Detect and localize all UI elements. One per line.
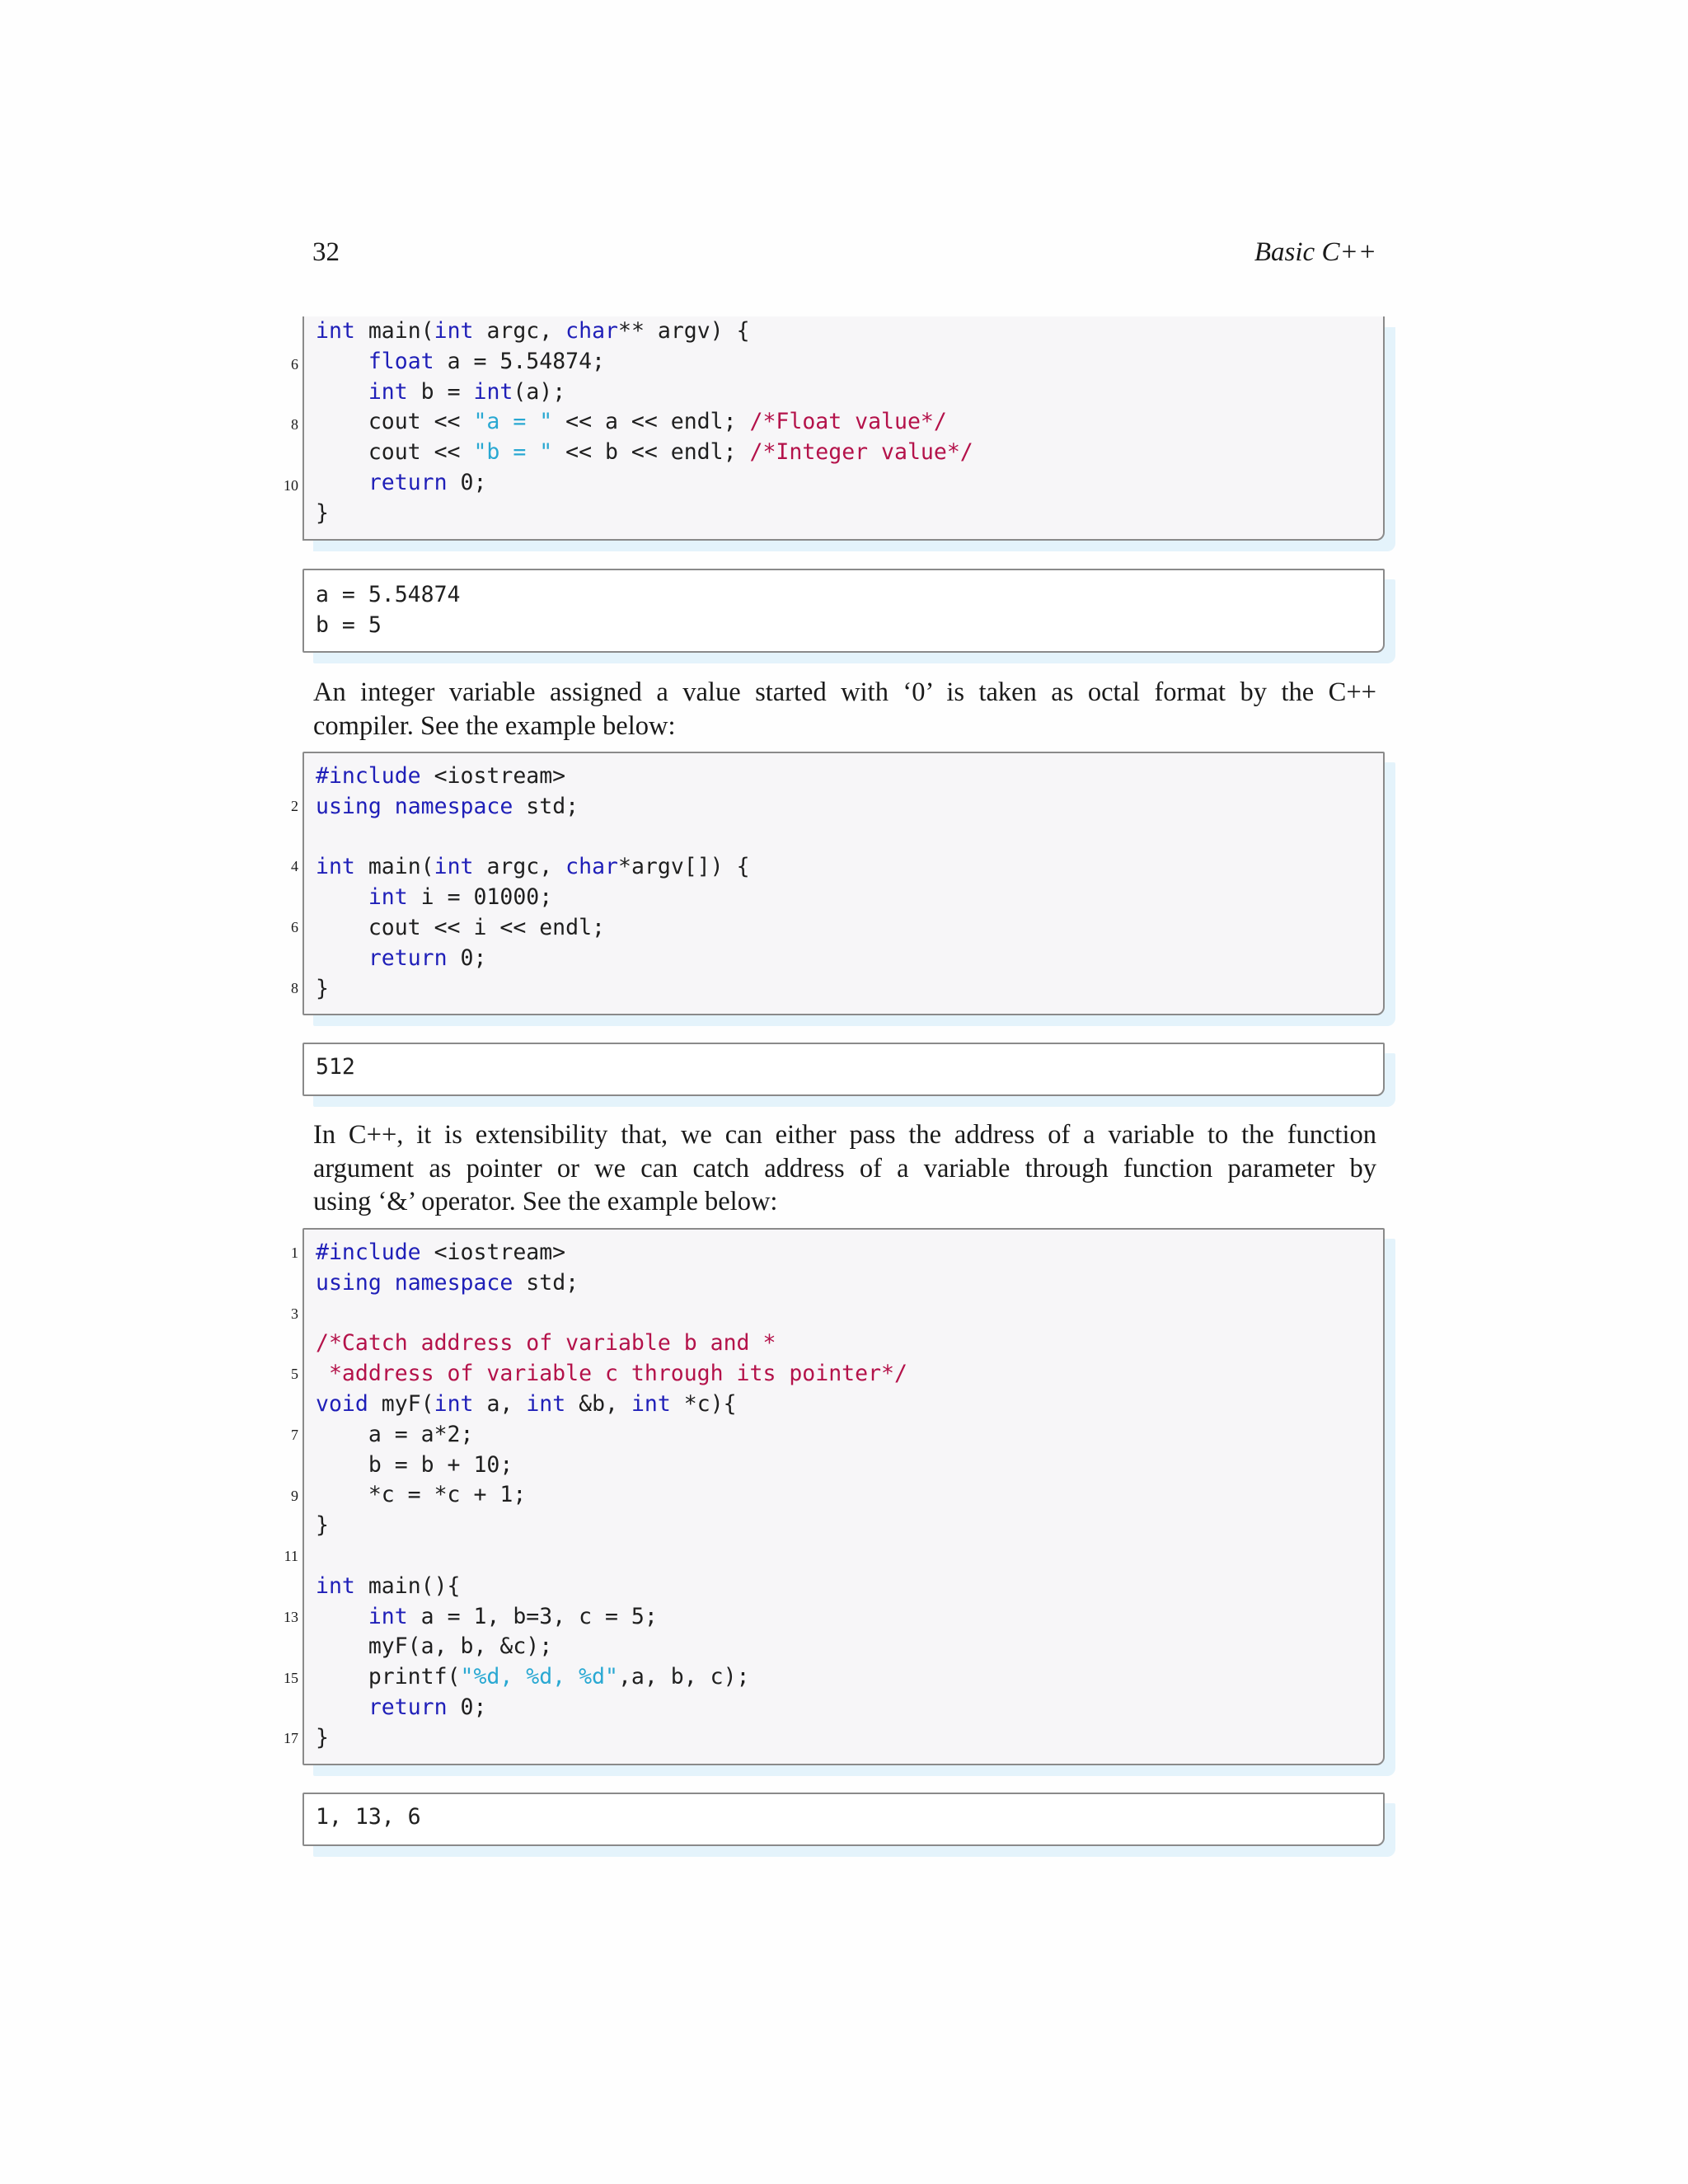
line-number: 9 bbox=[291, 1488, 298, 1504]
code-token: cout << bbox=[316, 409, 474, 435]
chapter-title: Basic C++ bbox=[1254, 237, 1376, 267]
code-token bbox=[316, 470, 368, 495]
code-token: cout << bbox=[316, 439, 474, 466]
output-block-1 bbox=[302, 569, 1385, 653]
code-token bbox=[382, 794, 395, 819]
code-line bbox=[316, 1693, 486, 1723]
output-line: 1, 13, 6 bbox=[316, 1804, 421, 1830]
keyword-token: int bbox=[434, 854, 474, 880]
keyword-token: namespace bbox=[394, 1269, 513, 1296]
keyword-token: int bbox=[316, 1572, 355, 1599]
code-token bbox=[316, 379, 368, 405]
keyword-token: int bbox=[631, 1391, 671, 1417]
keyword-token: int bbox=[526, 1391, 566, 1417]
code-token: a, bbox=[473, 1391, 527, 1417]
output-block-2 bbox=[302, 1043, 1385, 1096]
code-line bbox=[316, 377, 565, 408]
code-line bbox=[316, 792, 579, 823]
code-token: myF( bbox=[368, 1391, 434, 1417]
code-line bbox=[316, 1572, 461, 1602]
page-number: 32 bbox=[312, 237, 340, 267]
code-line bbox=[316, 1723, 329, 1754]
line-number: 1 bbox=[291, 1244, 298, 1261]
code-token: a = 5.54874; bbox=[434, 348, 606, 374]
code-token: 0; bbox=[447, 944, 487, 971]
code-token: myF(a, b, &c); bbox=[316, 1633, 553, 1660]
code-token: 0; bbox=[447, 1694, 487, 1720]
code-line bbox=[316, 1662, 750, 1693]
code-token: main( bbox=[354, 854, 434, 880]
line-number: 8 bbox=[291, 980, 298, 996]
string-token: "b = " bbox=[473, 439, 553, 466]
line-number: 7 bbox=[291, 1427, 298, 1443]
code-line bbox=[316, 407, 947, 438]
code-token: i = 01000; bbox=[407, 884, 553, 911]
keyword-token: return bbox=[368, 1694, 448, 1720]
comment-token: /*Float value*/ bbox=[749, 409, 947, 435]
code-token: argc, bbox=[473, 318, 566, 344]
output-line: 512 bbox=[316, 1054, 355, 1080]
string-token: "a = " bbox=[473, 409, 553, 435]
comment-token: *address of variable c through its pointer*/ bbox=[316, 1361, 907, 1387]
output-line: a = 5.54874 bbox=[316, 582, 461, 607]
code-token: <iostream> bbox=[420, 763, 566, 789]
code-line bbox=[316, 913, 605, 944]
code-token: << a << endl; bbox=[552, 409, 750, 435]
code-token: main(){ bbox=[354, 1572, 461, 1599]
comment-token: /*Integer value*/ bbox=[749, 439, 973, 466]
keyword-token: using bbox=[316, 1269, 382, 1296]
code-line bbox=[316, 1420, 473, 1451]
code-line bbox=[316, 1480, 526, 1511]
line-number: 11 bbox=[284, 1548, 298, 1564]
keyword-token: int bbox=[316, 854, 355, 880]
code-block-1 bbox=[302, 316, 1385, 541]
keyword-token: int bbox=[434, 1391, 474, 1417]
keyword-token: float bbox=[368, 348, 434, 374]
line-number: 10 bbox=[284, 477, 298, 494]
code-token bbox=[316, 945, 368, 971]
code-line bbox=[316, 1390, 737, 1420]
keyword-token: int bbox=[368, 378, 408, 405]
code-token: << b << endl; bbox=[552, 439, 750, 466]
code-block-2 bbox=[302, 752, 1385, 1015]
code-line bbox=[316, 1602, 658, 1633]
line-number: 15 bbox=[284, 1670, 298, 1686]
body-paragraph bbox=[313, 1118, 1376, 1219]
keyword-token: int bbox=[434, 318, 474, 344]
code-token: &b, bbox=[565, 1391, 631, 1417]
keyword-token: int bbox=[368, 1603, 408, 1629]
line-number: 6 bbox=[291, 919, 298, 935]
code-token: 0; bbox=[447, 470, 487, 495]
code-token: printf( bbox=[316, 1664, 461, 1690]
keyword-token: void bbox=[316, 1391, 368, 1417]
code-line bbox=[316, 1511, 329, 1541]
code-line bbox=[316, 1329, 776, 1359]
keyword-token: char bbox=[565, 854, 618, 880]
keyword-token: int bbox=[316, 318, 355, 344]
preprocessor-token: #include bbox=[316, 1240, 421, 1265]
code-line bbox=[316, 347, 605, 377]
code-token: (a); bbox=[513, 378, 566, 405]
comment-token: /*Catch address of variable b and * bbox=[316, 1330, 776, 1357]
code-token bbox=[316, 1604, 368, 1629]
code-token: *c = *c + 1; bbox=[316, 1482, 527, 1508]
body-paragraph bbox=[313, 676, 1376, 743]
code-line bbox=[316, 944, 486, 974]
code-token: b = b + 10; bbox=[316, 1451, 513, 1478]
code-token: *c){ bbox=[670, 1391, 737, 1417]
code-line bbox=[316, 852, 750, 883]
code-token bbox=[382, 1270, 395, 1296]
code-token: std; bbox=[513, 793, 579, 819]
code-token: a = 1, b=3, c = 5; bbox=[407, 1603, 658, 1629]
code-line bbox=[316, 974, 329, 1005]
line-number: 17 bbox=[284, 1730, 298, 1746]
code-token: ,a, b, c); bbox=[617, 1664, 750, 1690]
code-token: argc, bbox=[473, 854, 566, 880]
code-token bbox=[316, 349, 368, 374]
code-line bbox=[316, 316, 750, 347]
line-number: 13 bbox=[284, 1609, 298, 1625]
output-line: b = 5 bbox=[316, 612, 382, 638]
code-token: ** argv) { bbox=[618, 318, 750, 344]
paragraph-line: argument as pointer or we can catch address of a variable through function parameter by bbox=[313, 1153, 1376, 1183]
code-token: cout << i << endl; bbox=[316, 915, 605, 940]
code-line bbox=[316, 438, 973, 468]
code-line bbox=[316, 1238, 565, 1268]
code-line bbox=[316, 1359, 907, 1390]
code-line bbox=[316, 468, 486, 499]
code-token: } bbox=[316, 499, 329, 526]
code-line bbox=[316, 883, 552, 913]
keyword-token: return bbox=[368, 470, 448, 495]
line-number: 2 bbox=[291, 798, 298, 814]
code-token: <iostream> bbox=[420, 1240, 566, 1265]
paragraph-line: compiler. See the example below: bbox=[313, 710, 676, 741]
keyword-token: using bbox=[316, 793, 382, 819]
output-block-3 bbox=[302, 1793, 1385, 1846]
paragraph-line: An integer variable assigned a value started with ‘0’ is taken as octal format by the C++ bbox=[313, 677, 1376, 707]
code-token: b = bbox=[407, 378, 474, 405]
paragraph-line: using ‘&’ operator. See the example below: bbox=[313, 1187, 778, 1217]
code-line bbox=[316, 1451, 513, 1481]
code-token: } bbox=[316, 1724, 329, 1750]
code-token: std; bbox=[513, 1269, 579, 1296]
keyword-token: return bbox=[368, 944, 448, 971]
preprocessor-token: #include bbox=[316, 763, 421, 789]
code-token: main( bbox=[354, 318, 434, 344]
code-token: } bbox=[316, 1512, 329, 1539]
code-token bbox=[316, 884, 368, 910]
code-line bbox=[316, 1632, 552, 1662]
code-line bbox=[316, 762, 565, 792]
code-token: a = a*2; bbox=[316, 1421, 474, 1447]
line-number: 3 bbox=[291, 1305, 298, 1322]
keyword-token: int bbox=[473, 378, 513, 405]
code-token bbox=[316, 1694, 368, 1720]
code-block-3 bbox=[302, 1228, 1385, 1765]
code-token: *argv[]) { bbox=[618, 854, 750, 880]
paragraph-line: In C++, it is extensibility that, we can either pass the address of a variable to the function bbox=[313, 1120, 1376, 1150]
string-token: "%d, %d, %d" bbox=[460, 1664, 618, 1690]
code-token: } bbox=[316, 975, 329, 1001]
code-line bbox=[316, 1268, 579, 1299]
line-number: 6 bbox=[291, 356, 298, 373]
line-number: 8 bbox=[291, 416, 298, 433]
code-line bbox=[316, 499, 329, 529]
keyword-token: namespace bbox=[394, 793, 513, 819]
line-number: 5 bbox=[291, 1366, 298, 1382]
line-number: 4 bbox=[291, 858, 298, 874]
keyword-token: int bbox=[368, 884, 408, 911]
keyword-token: char bbox=[565, 318, 618, 344]
